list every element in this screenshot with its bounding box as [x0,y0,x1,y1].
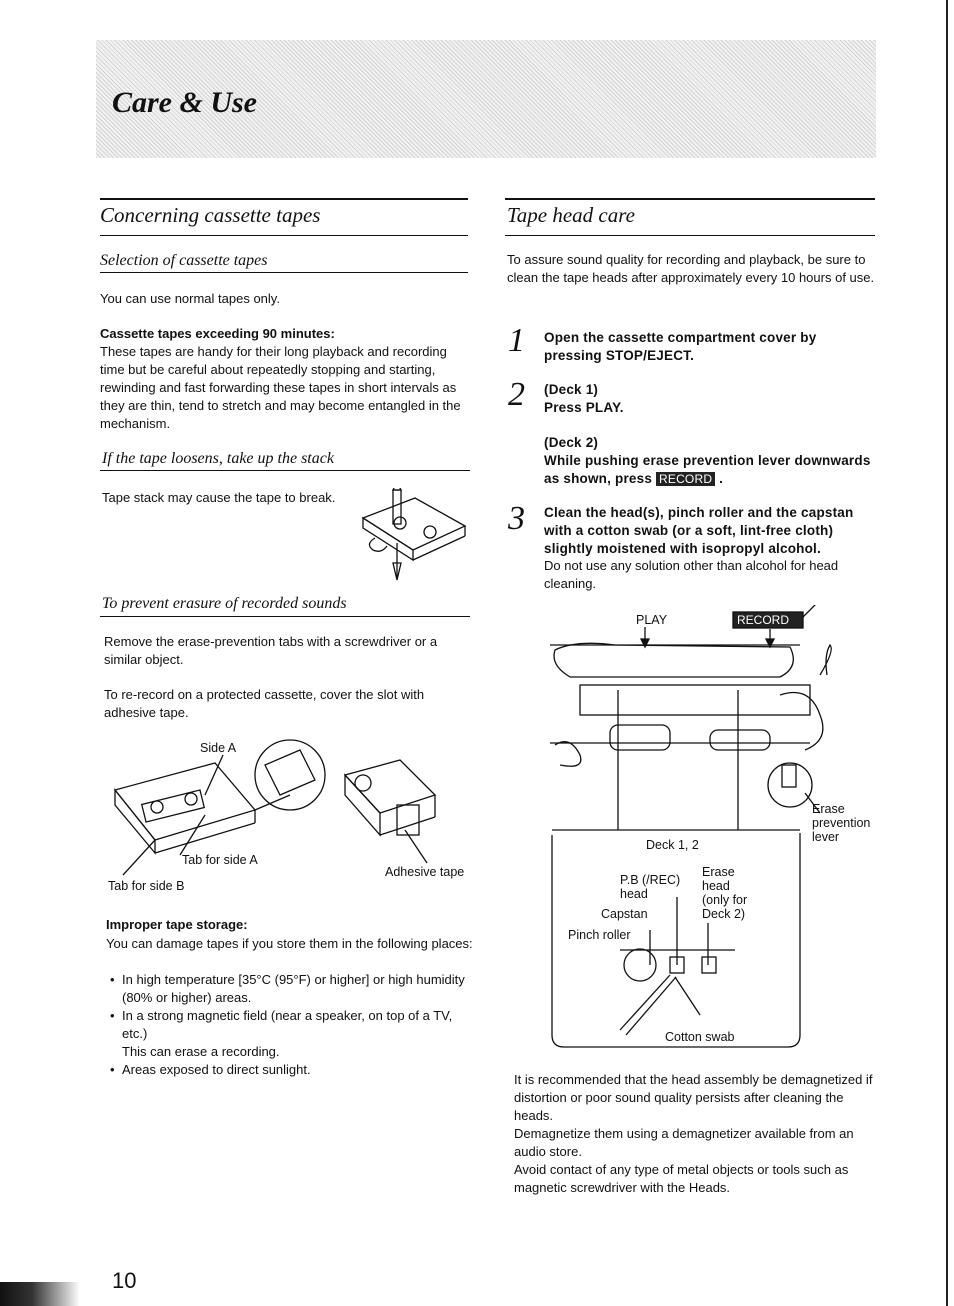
step-number: 1 [508,322,525,359]
footer-note: Avoid contact of any type of metal objects or tools such as magnetic screwdriver with the Heads. [514,1162,849,1195]
step-2-deck1: (Deck 1) [544,382,599,397]
label-pb-head: P.B (/REC) head [620,873,681,901]
label-play: PLAY [636,613,668,627]
label-side-a: Side A [200,741,237,755]
footer-note: It is recommended that the head assembly be demagnetized if distortion or poor sound quality persists after cleaning the heads. [514,1072,873,1123]
storage-note: This can erase a recording. [122,1044,280,1059]
label-tab-side-a: Tab for side A [182,853,258,867]
step-2-deck2-action: While pushing erase prevention lever downwards as shown, press RECORD . [544,453,871,486]
list-item: • In high temperature [35°C (95°F) or higher] or high humidity (80% or higher) areas. [122,971,474,1007]
label-record: RECORD [737,613,790,627]
label-deck: Deck 1, 2 [646,838,699,852]
subsection-rule [100,470,470,471]
exceeding-paragraph: These tapes are handy for their long playback and recording time but be careful about repeatedly stopping and starting, rewinding and fast forwarding these tapes in short intervals as they are thin, tend to stretch and may become entangled in the mechanism. [100,344,461,431]
step-2-deck1-action: Press PLAY. [544,400,624,415]
record-button-badge: RECORD [656,472,715,486]
label-tab-side-b: Tab for side B [108,879,185,893]
exceeding-heading: Cassette tapes exceeding 90 minutes: [100,326,335,341]
step-3-text: Do not use any solution other than alcohol for head cleaning. [544,558,839,591]
selection-text: You can use normal tapes only. [100,291,280,306]
subsection-rule [100,616,470,617]
loosen-text: Tape stack may cause the tape to break. [102,490,336,505]
label-cotton-swab: Cotton swab [665,1030,735,1044]
step-1-text: Open the cassette compartment cover by pressing STOP/EJECT. [544,330,817,363]
page-number: 10 [112,1268,137,1293]
section-rule-top [100,198,468,200]
step-3-bold: Clean the head(s), pinch roller and the capstan with a cotton swab (or a soft, lint-free cloth) slightly moistened with isopropyl alcohol. [544,505,854,556]
label-erase-head: Erase head (only for Deck 2) [702,865,748,921]
prevent-text-1: Remove the erase-prevention tabs with a screwdriver or a similar object. [104,634,438,667]
storage-heading: Improper tape storage: [106,917,248,932]
subsection-title-selection: Selection of cassette tapes [100,252,268,269]
step-number: 3 [508,500,525,537]
page-corner-mark [0,1282,80,1306]
section-rule-top [505,198,875,200]
prevent-text-2: To re-record on a protected cassette, cover the slot with adhesive tape. [104,687,425,720]
section-rule-bottom [505,235,875,236]
list-item: • In a strong magnetic field (near a speaker, on top of a TV, etc.) [122,1007,474,1043]
label-erase-lever: Erase prevention lever [812,802,871,844]
step-number: 2 [508,376,525,413]
head-care-intro: To assure sound quality for recording and playback, be sure to clean the tape heads after approximately every 10 hours of use. [507,252,875,285]
tape-deck-diagram [550,605,850,1050]
storage-intro: You can damage tapes if you store them in the following places: [106,936,473,951]
page-edge-line [946,0,948,1306]
list-item: • Areas exposed to direct sunlight. [122,1061,474,1079]
subsection-title-prevent: To prevent erasure of recorded sounds [102,595,347,612]
section-title-cassette: Concerning cassette tapes [100,203,321,227]
label-adhesive-tape: Adhesive tape [385,865,465,879]
erase-tabs-illustration [105,735,450,880]
storage-list [108,971,474,1079]
label-pinch-roller: Pinch roller [568,928,631,942]
footer-notes [514,1071,882,1197]
step-2-deck2-text: While pushing erase prevention lever downwards as shown, press [544,453,871,486]
label-capstan: Capstan [601,907,648,921]
footer-note: Demagnetize them using a demagnetizer available from an audio store. [514,1126,854,1159]
section-rule-bottom [100,235,468,236]
page-title: Care & Use [112,86,257,119]
subsection-rule [100,272,468,273]
cassette-pencil-illustration [355,488,470,583]
step-2-deck2: (Deck 2) [544,435,599,450]
section-title-head-care: Tape head care [507,203,635,227]
subsection-title-loosen: If the tape loosens, take up the stack [102,450,334,467]
